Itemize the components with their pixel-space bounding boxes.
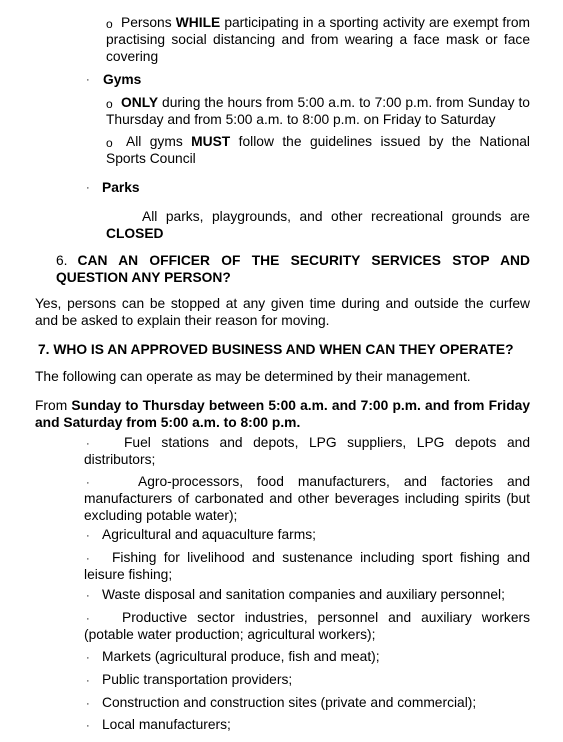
sports-exemption-text: Persons WHILE participating in a sporting activity are exempt from practising social distancing and from wearing a face mask or face covering <box>106 15 531 64</box>
list-item: Productive sector industries, personnel and auxiliary workers (potable water production; agricultural workers); <box>84 610 530 642</box>
bullet: · <box>86 182 90 194</box>
sub-marker: o <box>106 97 113 111</box>
bullet: · <box>86 675 90 687</box>
bullet: · <box>86 438 90 450</box>
parks-heading: Parks <box>102 180 140 195</box>
list-item: Local manufacturers; <box>102 717 231 732</box>
list-item: Public transportation providers; <box>102 672 293 687</box>
sub-marker: o <box>106 136 113 150</box>
question-7-intro: The following can operate as may be determined by their management. <box>35 369 471 384</box>
bullet: · <box>86 74 90 86</box>
bullet: · <box>86 652 90 664</box>
parks-text: All parks, playgrounds, and other recreational grounds are CLOSED <box>106 209 530 241</box>
question-7-heading: 7. WHO IS AN APPROVED BUSINESS AND WHEN CAN THEY OPERATE? <box>38 342 514 357</box>
question-6-answer: Yes, persons can be stopped at any given time during and outside the curfew and be asked to explain their reason for moving. <box>35 296 530 328</box>
bullet: · <box>86 553 90 565</box>
list-item: Waste disposal and sanitation companies and auxiliary personnel; <box>102 587 505 602</box>
bullet: · <box>86 590 90 602</box>
list-item: Agricultural and aquaculture farms; <box>102 527 316 542</box>
bullet: · <box>86 720 90 732</box>
list-item: Construction and construction sites (private and commercial); <box>102 695 477 710</box>
operating-hours: From Sunday to Thursday between 5:00 a.m. and 7:00 p.m. and from Friday and Saturday from 5:00 a.m. to 8:00 p.m. <box>35 398 530 430</box>
bullet: · <box>86 530 90 542</box>
list-item: Agro-processors, food manufacturers, and factories and manufacturers of carbonated and other beverages including spirits (but excluding potable water); <box>84 474 530 523</box>
gyms-guidelines-text: All gyms MUST follow the guidelines issued by the National Sports Council <box>106 134 531 166</box>
gyms-hours-text: ONLY during the hours from 5:00 a.m. to 7:00 p.m. from Sunday to Thursday and from 5:00 a.m. to 8:00 p.m. on Friday to Saturday <box>106 95 530 127</box>
list-item: Fishing for livelihood and sustenance including sport fishing and leisure fishing; <box>84 550 530 582</box>
list-item: Fuel stations and depots, LPG suppliers, LPG depots and distributors; <box>84 435 530 467</box>
bullet: · <box>86 613 90 625</box>
bullet: · <box>86 698 90 710</box>
question-6-heading: 6. CAN AN OFFICER OF THE SECURITY SERVICES STOP AND QUESTION ANY PERSON? <box>56 253 530 285</box>
sub-marker: o <box>106 17 113 31</box>
gyms-heading: Gyms <box>103 72 142 87</box>
list-item: Markets (agricultural produce, fish and meat); <box>102 649 380 664</box>
bullet: · <box>86 477 90 489</box>
